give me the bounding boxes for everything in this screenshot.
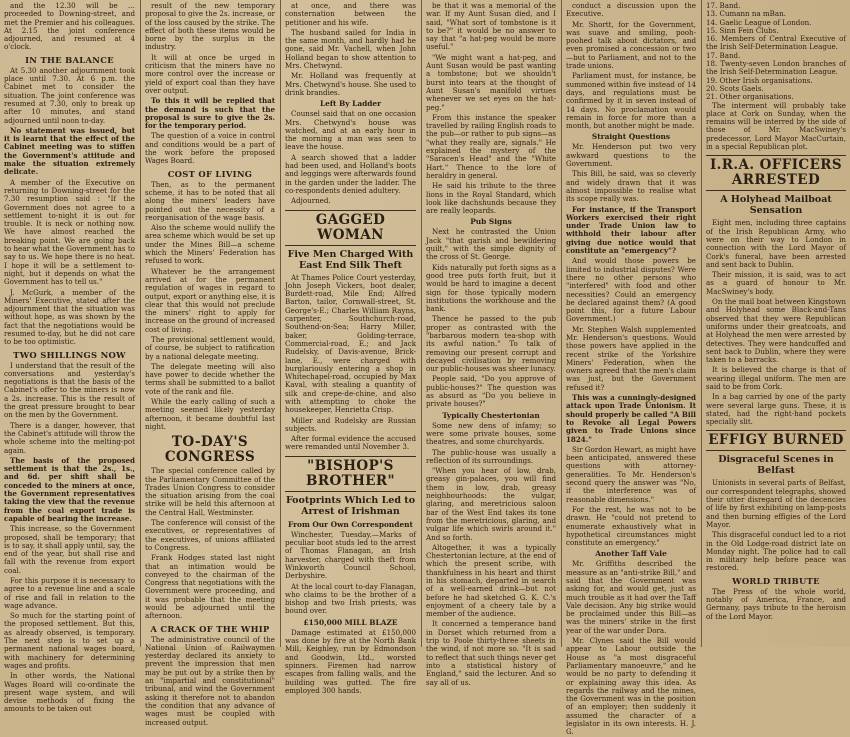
article-paragraph: Miller and Rudelsky are Russian subjects.: [285, 415, 416, 433]
article-paragraph: "When you hear of low, drab, greasy gin-palaces, you will find them in low, drab, greasy neighbourhoods: the vulgar, glaring, and meretricious saloon bar of the West End takes its tone from the meretricious, glaring, and vulgar life which swirls around it." And so forth.: [426, 466, 556, 542]
section-heading: A CRACK OF THE WHIP: [150, 623, 270, 634]
list-item: 17. Band.: [706, 1, 741, 10]
article-paragraph: In a bag carried by one of the party were several large guns. These, it is stated, had the right-hand pockets specially slit.: [706, 392, 846, 427]
article-paragraph: Eight men, including three captains of the Irish Republican Army, who were on their way to London in connection with the Lord Mayor of Cork's funeral, have been arrested and sent back to Dublin.: [706, 218, 846, 269]
cross-heading: Pub Signs: [470, 217, 512, 227]
procession-list: [706, 2, 846, 102]
article-paragraph: The conference will consist of the executives, or representatives of the executives, of unions affiliated to Congress.: [145, 518, 275, 552]
article-paragraph: This was a cunningly-designed attack upon Trade Unionism. It should properly be called "A Bill to Revoke all Legal Powers given to Trade Unions since 1824.": [566, 393, 696, 444]
article-paragraph: and the 12.30 will be … proceeded to Downing-street, and met the Premier and his colleagues. At 2.15 the joint conference adjourned, and resumed at 4 o'clock.: [4, 1, 135, 52]
headline: "BISHOP'S BROTHER": [285, 456, 416, 492]
article-paragraph: Some new dens of infamy; so were some private houses, some theatres, and some churchyards.: [426, 420, 556, 447]
headline: I.R.A. OFFICERS ARRESTED: [706, 155, 846, 191]
article-paragraph: I understand that the result of the conversations and yesterday's negotiations is that the basis of the Cabinet's offer to the miners is now a 2s. increase. This is the result of the great pressure brought to bear on the men by the Government.: [4, 360, 135, 420]
list-item: 15. Sinn Fein Clubs.: [706, 25, 779, 35]
article-paragraph: So much for the starting point of the proposed settlement. But this, as already observed, is temporary. The next step is to set up a permanent national wages board, with machinery for determining wages and profits.: [4, 611, 135, 670]
cross-heading: Left By Ladder: [319, 99, 382, 109]
article-paragraph: Next he contrasted the Union Jack "that garish and bewildering quilt," with the simple dignity of the cross of St. George.: [426, 227, 556, 262]
article-paragraph: At the local court to-day Flanagan, who claims to be the brother of a bishop and two Irish priests, was bound over.: [285, 581, 416, 616]
article-paragraph: He said his tribute to the three lions in the Royal Standard, which look like dachshunds because they are really leopards.: [426, 181, 556, 216]
section-heading: WORLD TRIBUTE: [732, 575, 820, 586]
cross-heading: Straight Questions: [591, 132, 671, 142]
article-paragraph: While the early calling of such a meeting seemed likely yesterday afternoon, it became doubtful last night.: [145, 397, 275, 431]
article-paragraph: Whatever be the arrangement arrived at for the permanent regulation of wages in regard to output, export or anything else, it is clear that this would not preclude the miners' right to apply for increase on the ground of increased cost of living.: [145, 266, 275, 334]
article-paragraph: Frank Hodges stated last night that an intimation would be conveyed to the chairman of the Congress that negotiations with the Government were proceeding, and it was probable that the meeting would be adjourned until the afternoon.: [145, 553, 275, 621]
article-paragraph: People said, "Do you approve of public-houses?" The question was as absurd as "Do you believe in private houses?": [426, 374, 556, 409]
list-item: 14. Gaelic League of London.: [706, 17, 812, 27]
sub-headline: Footprints Which Led to Arrest of Irishman: [285, 494, 416, 517]
list-item: 21. Other organisations.: [706, 92, 794, 102]
article-paragraph: It concerned a temperance band in Dorset which returned from a trip to Poole thirty-three sheets in the wind, if not more so. "It is sad to reflect that such things never get into a statistical history of England," said the lecturer. And so say all of us.: [426, 619, 556, 687]
article-paragraph: From this instance the speaker travelled by railing English roads to the pub—or rather to pub signs—as "what they really are, signals." He explained the mystery of the "Saracen's Head" and the "White Hart." Thence to the lore of heraldry in general.: [426, 112, 556, 180]
list-item: 16. Members of Central Executive of the Irish Self-Determination League.: [706, 34, 846, 52]
article-paragraph: The interment will probably take place at Cork on Sunday, when the remains will be interred by the side of those of Mr. MacSwiney's predecessor, Lord Mayor MacCurtain, in a special Republican plot.: [706, 100, 846, 152]
article-paragraph: Counsel said that on one occasion Mrs. Chetwynd's house was watched, and at an early hour in the morning a man was seen to leave the house.: [285, 109, 416, 152]
article-paragraph: Damage estimated at £150,000 was done by fire at the North Bank Mill, Keighley, run by Edmondson and Goodwin, Ltd., worsted spinners. Firemen had narrow escapes from falling walls, and the building was gutted. The fire employed 300 hands.: [285, 627, 416, 695]
list-item: 17. Band.: [706, 50, 741, 60]
article-paragraph: The special conference called by the Parliamentary Committee of the Trades Union Congress to consider the situation arising from the coal strike will be held this afternoon at the Central Hall, Westminster.: [145, 466, 275, 517]
article-paragraph: The delegate meeting will also have power to decide whether the terms shall be submitted to a ballot vote of the rank and file.: [145, 361, 275, 396]
cross-heading: Typically Chestertonian: [442, 410, 540, 420]
article-paragraph: Mr. Clynes said the Bill would appear to Labour outside the House as "a most disgraceful Parliamentary manoeuvre," and he would be no party to defending it or explaining away this idea. As regards the railway and the mines, the Government was in the position of an employer; then suddenly it assumed the character of a legislator in its own interests. H. J. G.: [566, 636, 696, 737]
article-paragraph: A search showed that a ladder had been used, and Holland's boots and leggings were afterwards found in the garden under the ladder. The co-respondents denied adultery.: [285, 152, 416, 195]
cross-heading: Another Taff Vale: [595, 549, 667, 559]
article-paragraph: It will at once be urged in criticism that the miners have no more control over the increase or yield of export coal than they have over output.: [145, 52, 275, 95]
article-paragraph: Mr. Henderson put two very awkward questions to the Government.: [566, 142, 696, 169]
article-paragraph: The basis of the proposed settlement is that the 2s., 1s., and 6d. per shift shall be conceded to the miners at once, the Government representatives taking the view that the revenue from the coal export trade is capable of bearing the increase.: [4, 455, 135, 523]
headline: EFFIGY BURNED: [706, 430, 846, 451]
column-5: [562, 0, 700, 737]
column-1: [0, 0, 139, 714]
article-paragraph: There is a danger, however, that the Cabinet's attitude will throw the whole scheme into the melting-pot again.: [4, 420, 135, 455]
list-item: 13. Cumann na mBan.: [706, 9, 786, 19]
article-paragraph: be that it was a memorial of the war. If my Aunt Susan died, and I said, "What sort of tombstone is it to be?" it would be no answer to say that "a hat-peg would be more useful.": [426, 1, 556, 52]
article-paragraph: It is believed the charge is that of wearing illegal uniform. The men are said to be from Cork.: [706, 365, 846, 391]
headline: GAGGED WOMAN: [285, 210, 416, 246]
article-paragraph: Mr. Stephen Walsh supplemented Mr. Henderson's questions. Would those powers have applied in the recent strike of the Yorkshire Miners' Federation, when the owners agreed that the men's claim was just, but the Government refused it?: [566, 324, 696, 392]
article-paragraph: This Bill, he said, was so cleverly and widely drawn that it was almost impossible to realise what its scope really was.: [566, 169, 696, 204]
article-paragraph: result of the new temporary proposal to give the 2s. increase, or of the loss caused by the strike. The effect of both these items would be borne by the surplus in the industry.: [145, 1, 275, 52]
article-paragraph: Then, as to the permanent scheme, it has to be noted that all along the miners' leaders have pointed out the necessity of a reorganisation of the wage basis.: [145, 179, 275, 222]
article-paragraph: On the mail boat between Kingstown and Holyhead some Black-and-Tans observed that they were Republican uniforms under their greatcoats, and at Holyhead the men were arrested by detectives. They were handcuffed and sent back to Dublin, where they were taken to a barracks.: [706, 297, 846, 365]
column-4: [422, 0, 560, 687]
article-paragraph: Sir Gordon Hewart, as might have been anticipated, answered these questions with attorney-generalities. To Mr. Henderson's second query the answer was "No, if the interference was of reasonable dimensions.": [566, 444, 696, 504]
article-paragraph: "We might want a hat-peg, and Aunt Susan would be past wanting a tombstone; but we shouldn't burst into tears at the thought of Aunt Susan's manifold virtues whenever we set eyes on the hat-peg.": [426, 52, 556, 112]
sub-headline: A Holyhead Mailboat Sensation: [720, 194, 832, 217]
section-heading: IN THE BALANCE: [25, 54, 114, 65]
article-paragraph: The public-house was usually a reflection of its surroundings.: [426, 447, 556, 465]
section-heading: TWO SHILLINGS NOW: [13, 349, 126, 360]
article-paragraph: Altogether, it was a typically Chestertonian lecture, at the end of which the present scribe, with thankfulness in his heart and thirst in his stomach, departed in search of a well-earned drink—but not before he had sketched G. K. C.'s enjoyment of a cheery tale by a member of the audience.: [426, 542, 556, 619]
article-paragraph: Mr. Shortt, for the Government, was suave and smiling, pooh-poohed talk about dictators, and even promised a concession or two—but to Parliament, and not to the trade unions.: [566, 19, 696, 71]
article-paragraph: Thence he passed to the pub proper as contrasted with the "barbarous modern tea-shop with its awful nation." To talk of removing our present corrupt and decayed civilisation by removing our public-houses was sheer lunacy.: [426, 314, 556, 374]
article-paragraph: Adjourned.: [291, 196, 331, 206]
article-paragraph: And would those powers be limited to industrial disputes? Were there no other persons who "interfered" with food and other necessities? Could an emergency be declared against them? (A good point this, for a future Labour Government.): [566, 256, 696, 324]
article-paragraph: This disgraceful conduct led to a riot in the Old Lodge-road district late on Monday night. The police had to call in military help before peace was restored.: [706, 530, 846, 573]
article-paragraph: Unionists in several parts of Belfast, our correspondent telegraphs, showed their utter disregard of the decencies of life by first exhibiting on lamp-posts and then burning effigies of the Lord Mayor.: [706, 478, 846, 529]
article-paragraph: Winchester, Tuesday.—Marks of peculiar boot studs led to the arrest of Thomas Flanagan, an Irish harvester, charged with theft from Winkworth Council School, Derbyshire.: [285, 529, 416, 581]
list-item: 20. Scots Gaels.: [706, 83, 764, 93]
article-paragraph: The husband sailed for India in the same month, and hardly had he gone, said Mr. Vachell, when John Holland began to show attention to Mrs. Chetwynd.: [285, 27, 416, 71]
article-paragraph: For this purpose it is necessary to agree to a revenue line and a scale of rise and fall in relation to the wage advance.: [4, 576, 135, 610]
article-paragraph: Mr. Griffiths described the measure as an "anti-strike Bill," and said that the Government was asking for, and would get, just as much trouble as it had over the Taff Vale decision. Any big strike would be proclaimed under this Bill—as was the miners' strike in the first year of the war under Dora.: [566, 559, 696, 635]
column-3: [281, 0, 420, 695]
article-paragraph: Kids naturally put forth signs as a good tree puts forth fruit, but it would be hard to imagine a decent sign for those typically modern institutions the workhouse and the bank.: [426, 262, 556, 314]
article-paragraph: The question of a voice in control and conditions would be a part of the work before the proposed Wages Board.: [145, 131, 275, 166]
list-item: 19. Other Irish organisations.: [706, 75, 813, 85]
article-paragraph: In other words, the National Wages Board will co-ordinate the present wage system, and will devise methods of fixing the amounts to be taken out: [4, 671, 135, 714]
article-paragraph: To this it will be replied that the demand is such that the proposal is sure to give the 2s. for the temporary period.: [145, 96, 275, 131]
list-item: 18. Twenty-seven London branches of the Irish Self-Determination League.: [706, 59, 846, 77]
article-paragraph: at once, and there was consternation between the petitioner and his wife.: [285, 1, 416, 27]
article-paragraph: For the rest, he was not to be drawn. He "could not pretend to enumerate exhaustively what in hypothetical circumstances might constitute an emergency.": [566, 504, 696, 548]
column-6: [702, 0, 850, 647]
headline: TO-DAY'S CONGRESS: [164, 434, 256, 466]
article-paragraph: At Thames Police Court yesterday, John Joseph Vickers, boot dealer, Burdett-road, Mile End; Alfred Barton, tailor, Cornwall-street, St. George's-E.; Charles William Rayns, carpenter, Southchurch-road, Southend-on-Sea; Harry Miller, baker, Golding-terrace, Commercial-road, E.; and Jack Rudelsky, of Davis-avenue, Brick-lane, E., were charged with burglariously entering a shop in Whitechapel-road, occupied by Max Kaval, with stealing a quantity of silk and crepe-de-chine, and also with attempting to choke the housekeeper, Henrietta Crisp.: [285, 272, 416, 415]
section-heading: COST OF LIVING: [167, 168, 253, 179]
article-paragraph: Also the scheme would nullify the area scheme which would be set up under the Mines Bill—a scheme which the Miners' Federation has refused to work.: [145, 223, 275, 266]
article-paragraph: J. McGurk, a member of the Miners' Executive, stated after the adjournment that the situation was without hope, as was shown by the fact that the negotiations would be resumed to-day, but he did not care to be too optimistic.: [4, 287, 135, 347]
article-paragraph: Parliament must, for instance, be summoned within five instead of 14 days, and regulations must be confirmed by it in seven instead of 14 days. No proclamation would remain in force for more than a month, but another might be made.: [566, 71, 696, 131]
article-paragraph: No statement was issued, but it is learnt that the effect of the Cabinet meeting was to stiffen the Government's attitude and make the situation extremely delicate.: [4, 125, 135, 177]
article-paragraph: The administrative council of the National Union of Railwaymen yesterday declared its anxiety to prevent the impression that men may be put out by a strike then by an "impartial and constitutional" tribunal, and wind the Government asking it therefore not to abandon the condition that any advance of wages must be coupled with increased output.: [145, 634, 275, 727]
cross-heading: From Our Own Correspondent: [288, 519, 413, 529]
article-paragraph: At 5.30 another adjournment took place until 7.30. At 6 p.m. the Cabinet met to consider the situation. The joint conference was resumed at 7.30, only to break up after 10 minutes, and stand adjourned until noon to-day.: [4, 65, 135, 125]
article-paragraph: For instance, if the Transport Workers exercised their right under Trade Union law to withhold their labour after giving due notice would that constitute an "emergency"?: [566, 204, 696, 256]
article-paragraph: This increase, so the Government proposed, shall be temporary; that is to say, it shall apply until, say, the end of the year, but shall rise and fall with the revenue from export coal.: [4, 524, 135, 575]
column-2: [141, 0, 279, 727]
article-paragraph: Mr. Holland was frequently at Mrs. Chetwynd's house. She used to drink brandies.: [285, 71, 416, 97]
cross-heading: £150,000 MILL BLAZE: [303, 617, 398, 627]
article-paragraph: The provisional settlement would, of course, be subject to ratification by a national delegate meeting.: [145, 334, 275, 361]
article-paragraph: conduct a discussion upon the Executive.: [566, 1, 696, 19]
article-paragraph: After formal evidence the accused were remanded until November 3.: [285, 434, 416, 452]
sub-headline: Disgraceful Scenes in Belfast: [718, 454, 834, 477]
article-paragraph: Their mission, it is said, was to act as a guard of honour to Mr. MacSwiney's body.: [706, 270, 846, 296]
article-paragraph: A member of the Executive on returning to Downing-street for the 7.30 resumption said : "If the Government does not agree to a settlement to-night it is out for trouble. It is neck or nothing now. We have almost reached the breaking point. We are going back to hear what the Government has to say to us. We hope there is no heat. I hope it will be a settlement to-night, but it depends on what the Government has to tell us.": [4, 177, 135, 287]
sub-headline: Five Men Charged With East End Silk Theft: [287, 248, 414, 271]
article-paragraph: The Press of the whole world, notably of America, France, and Germany, pays tribute to the heroism of the Lord Mayor.: [706, 586, 846, 621]
